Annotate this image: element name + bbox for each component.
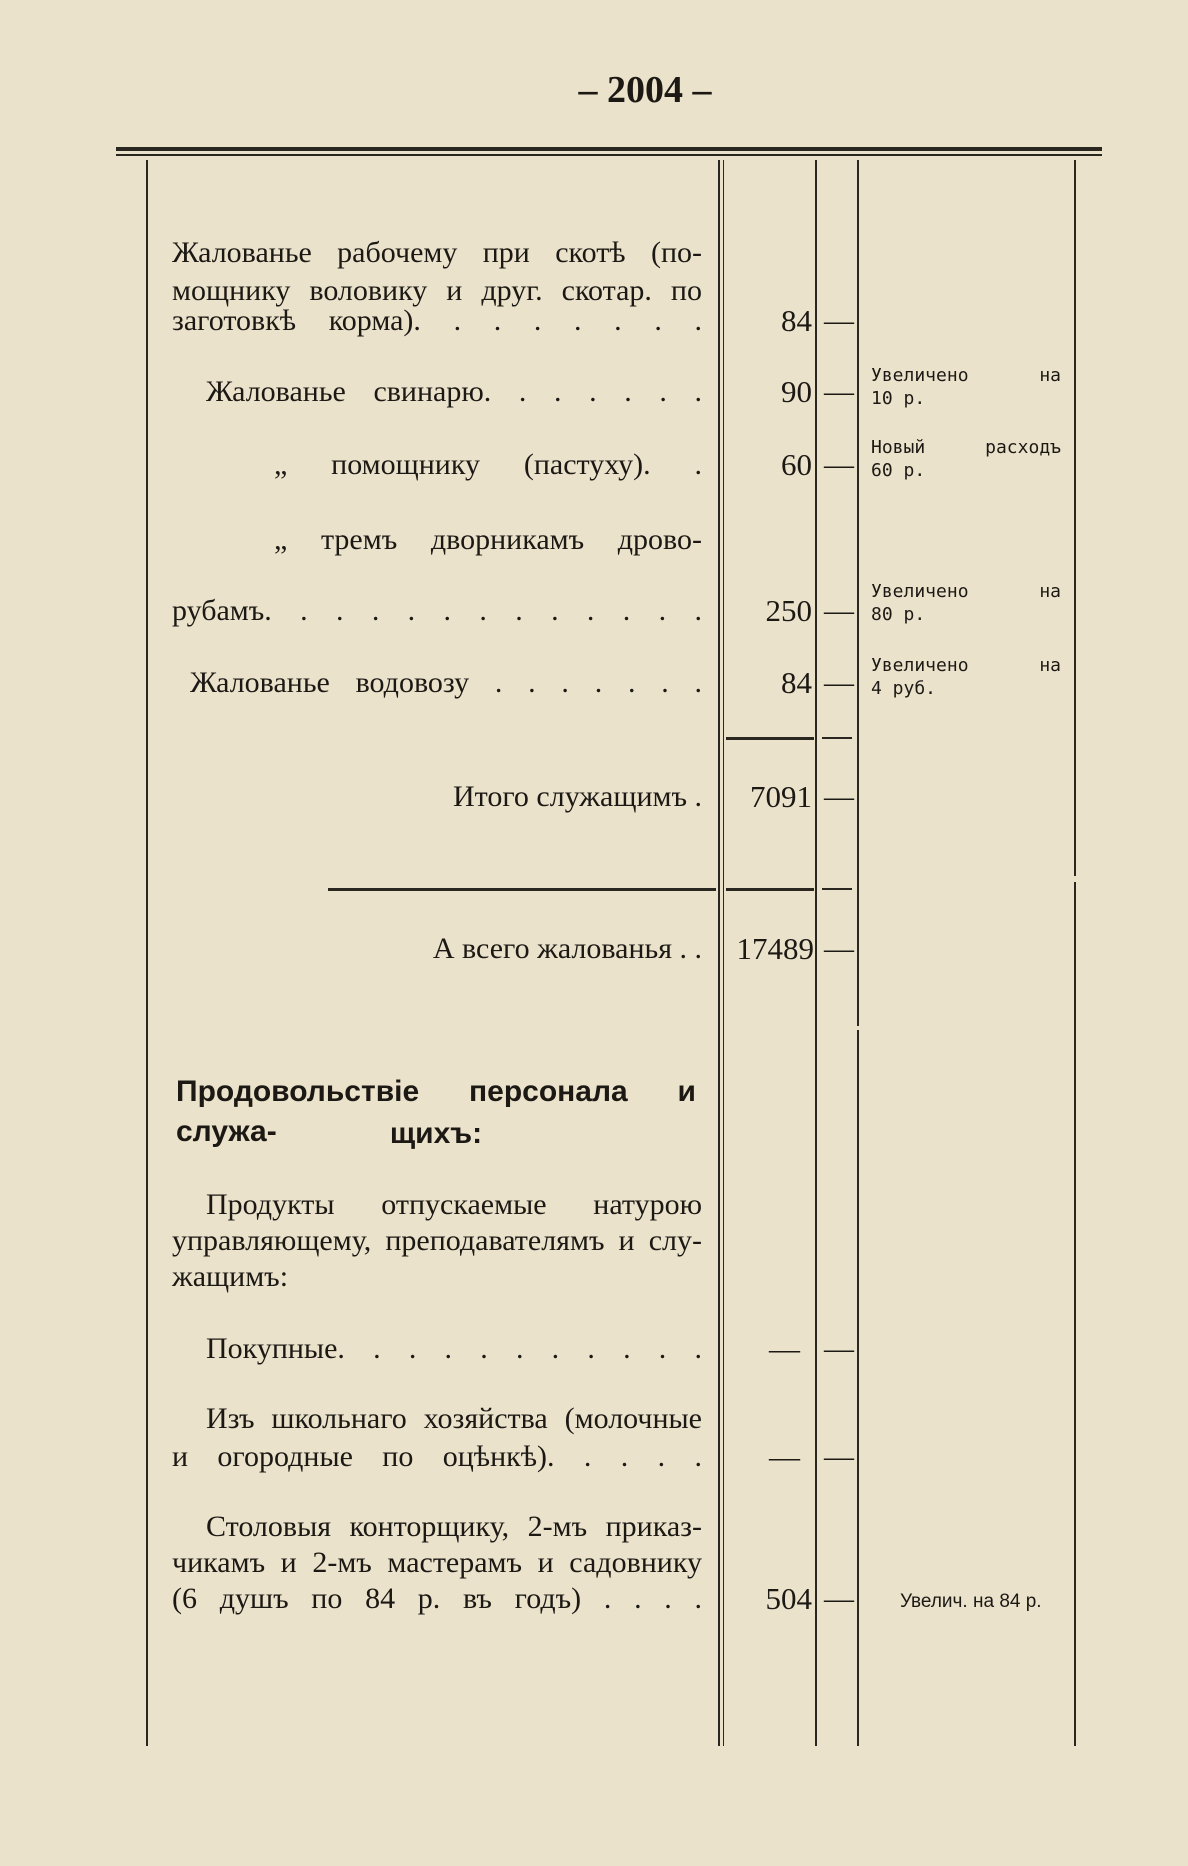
subtotal-kopecks: — xyxy=(824,780,854,813)
note-line: 4 руб. xyxy=(871,678,937,699)
row-amount: 90 xyxy=(781,374,812,409)
note-line: 60 р. xyxy=(871,460,926,481)
top-rule xyxy=(116,147,1102,151)
note-line: Увеличено на xyxy=(871,581,1061,602)
intro-line xyxy=(206,1186,702,1224)
row-line: Жалованье водовозу . . . . . . . xyxy=(190,666,702,699)
row-note xyxy=(871,654,1061,700)
grand-total-rule-amount xyxy=(726,888,814,891)
item-label-meals xyxy=(206,1508,702,1546)
row-line: „ помощнику (пастуху). . xyxy=(274,448,702,481)
item-amount: — xyxy=(769,1331,800,1366)
intro-text: Продукты отпускаемые натурою xyxy=(206,1188,702,1221)
item-label-purchased xyxy=(206,1330,702,1368)
right-border-lower xyxy=(1074,882,1076,1746)
row-amount: 250 xyxy=(765,593,812,628)
subtotal-rule-kopecks xyxy=(822,737,852,739)
item-line: Изъ школьнаго хозяйства (молочные xyxy=(206,1402,702,1435)
item-line: (6 душъ по 84 р. въ годъ) . . . . xyxy=(172,1582,702,1615)
row-kopecks: — xyxy=(824,304,854,337)
row-amount: 84 xyxy=(781,303,812,338)
kopeck-col-left-rule xyxy=(815,160,817,1746)
item-amount: 504 xyxy=(765,1581,812,1616)
grand-total-rule xyxy=(328,888,716,891)
left-border xyxy=(146,160,148,1746)
note-line: 10 р. xyxy=(871,388,926,409)
grand-total-label: А всего жалованья . . xyxy=(432,932,702,965)
note-line: Увелич. на 84 р. xyxy=(900,1591,1042,1612)
row-line: Жалованье свинарю. . . . . . . xyxy=(206,375,702,408)
item-line: Покупные. . . . . . . . . . . xyxy=(206,1332,702,1365)
grand-total-amount: 17489 xyxy=(736,931,814,966)
row-kopecks: — xyxy=(824,666,854,699)
note-col-left-rule-lower xyxy=(857,1030,859,1746)
page-number: – 2004 – xyxy=(578,69,712,111)
item-kopecks: — xyxy=(824,1332,854,1365)
top-rule-lower xyxy=(116,154,1102,156)
row-note xyxy=(871,436,1061,482)
row-kopecks: — xyxy=(824,448,854,481)
grand-total-kopecks: — xyxy=(824,932,854,965)
item-kopecks: — xyxy=(824,1582,854,1615)
row-label-water-carrier xyxy=(190,664,702,702)
row-label-yardmen-2 xyxy=(172,592,702,630)
row-label-worker-cattle xyxy=(172,234,702,272)
right-border xyxy=(1074,160,1076,876)
intro-text: управляющему, преподавателямъ и слу- xyxy=(172,1224,702,1257)
note-col-left-rule xyxy=(857,160,859,1026)
section-heading-2: щихъ: xyxy=(389,1117,483,1150)
row-label-herdsman xyxy=(274,446,702,484)
item-label-school-farm-2 xyxy=(172,1438,702,1476)
subtotal-amount: 7091 xyxy=(750,779,812,814)
row-line: мощнику воловику и друг. скотар. по xyxy=(172,274,702,307)
item-line: Столовыя конторщику, 2-мъ приказ- xyxy=(206,1510,702,1543)
row-line: рубамъ. . . . . . . . . . . . . xyxy=(172,594,702,627)
row-note xyxy=(871,580,1061,626)
item-label-meals-3 xyxy=(172,1580,702,1618)
row-amount: 84 xyxy=(781,665,812,700)
item-line: чикамъ и 2-мъ мастерамъ и садовнику xyxy=(172,1546,702,1579)
row-kopecks: — xyxy=(824,594,854,627)
row-kopecks: — xyxy=(824,375,854,408)
subtotal-label: Итого служащимъ . xyxy=(452,780,702,813)
row-line: „ тремъ дворникамъ дрово- xyxy=(274,523,702,556)
item-label-meals-2 xyxy=(172,1544,702,1582)
item-note xyxy=(900,1590,1072,1613)
row-line: Жалованье рабочему при скотѣ (по- xyxy=(172,236,702,269)
row-line: заготовкѣ корма). . . . . . . . xyxy=(172,304,702,337)
row-note xyxy=(871,364,1061,410)
intro-line: жащимъ: xyxy=(172,1260,289,1293)
intro-line xyxy=(172,1222,702,1260)
heading-line: Продовольствіе персонала и служа- xyxy=(176,1075,696,1148)
note-line: Увеличено на xyxy=(871,365,1061,386)
note-line: Новый расходъ xyxy=(871,437,1061,458)
row-label-swineherd xyxy=(206,373,702,411)
row-label-yardmen xyxy=(274,521,702,559)
row-amount: 60 xyxy=(781,447,812,482)
subtotal-rule-amount xyxy=(726,737,814,740)
note-line: Увеличено на xyxy=(871,655,1061,676)
item-kopecks: — xyxy=(824,1440,854,1473)
item-amount: — xyxy=(769,1439,800,1474)
item-line: и огородные по оцѣнкѣ). . . . . xyxy=(172,1440,702,1473)
item-label-school-farm xyxy=(206,1400,702,1438)
row-label-worker-cattle-3 xyxy=(172,302,702,340)
grand-total-rule-kopecks xyxy=(822,888,852,890)
note-line: 80 р. xyxy=(871,604,926,625)
